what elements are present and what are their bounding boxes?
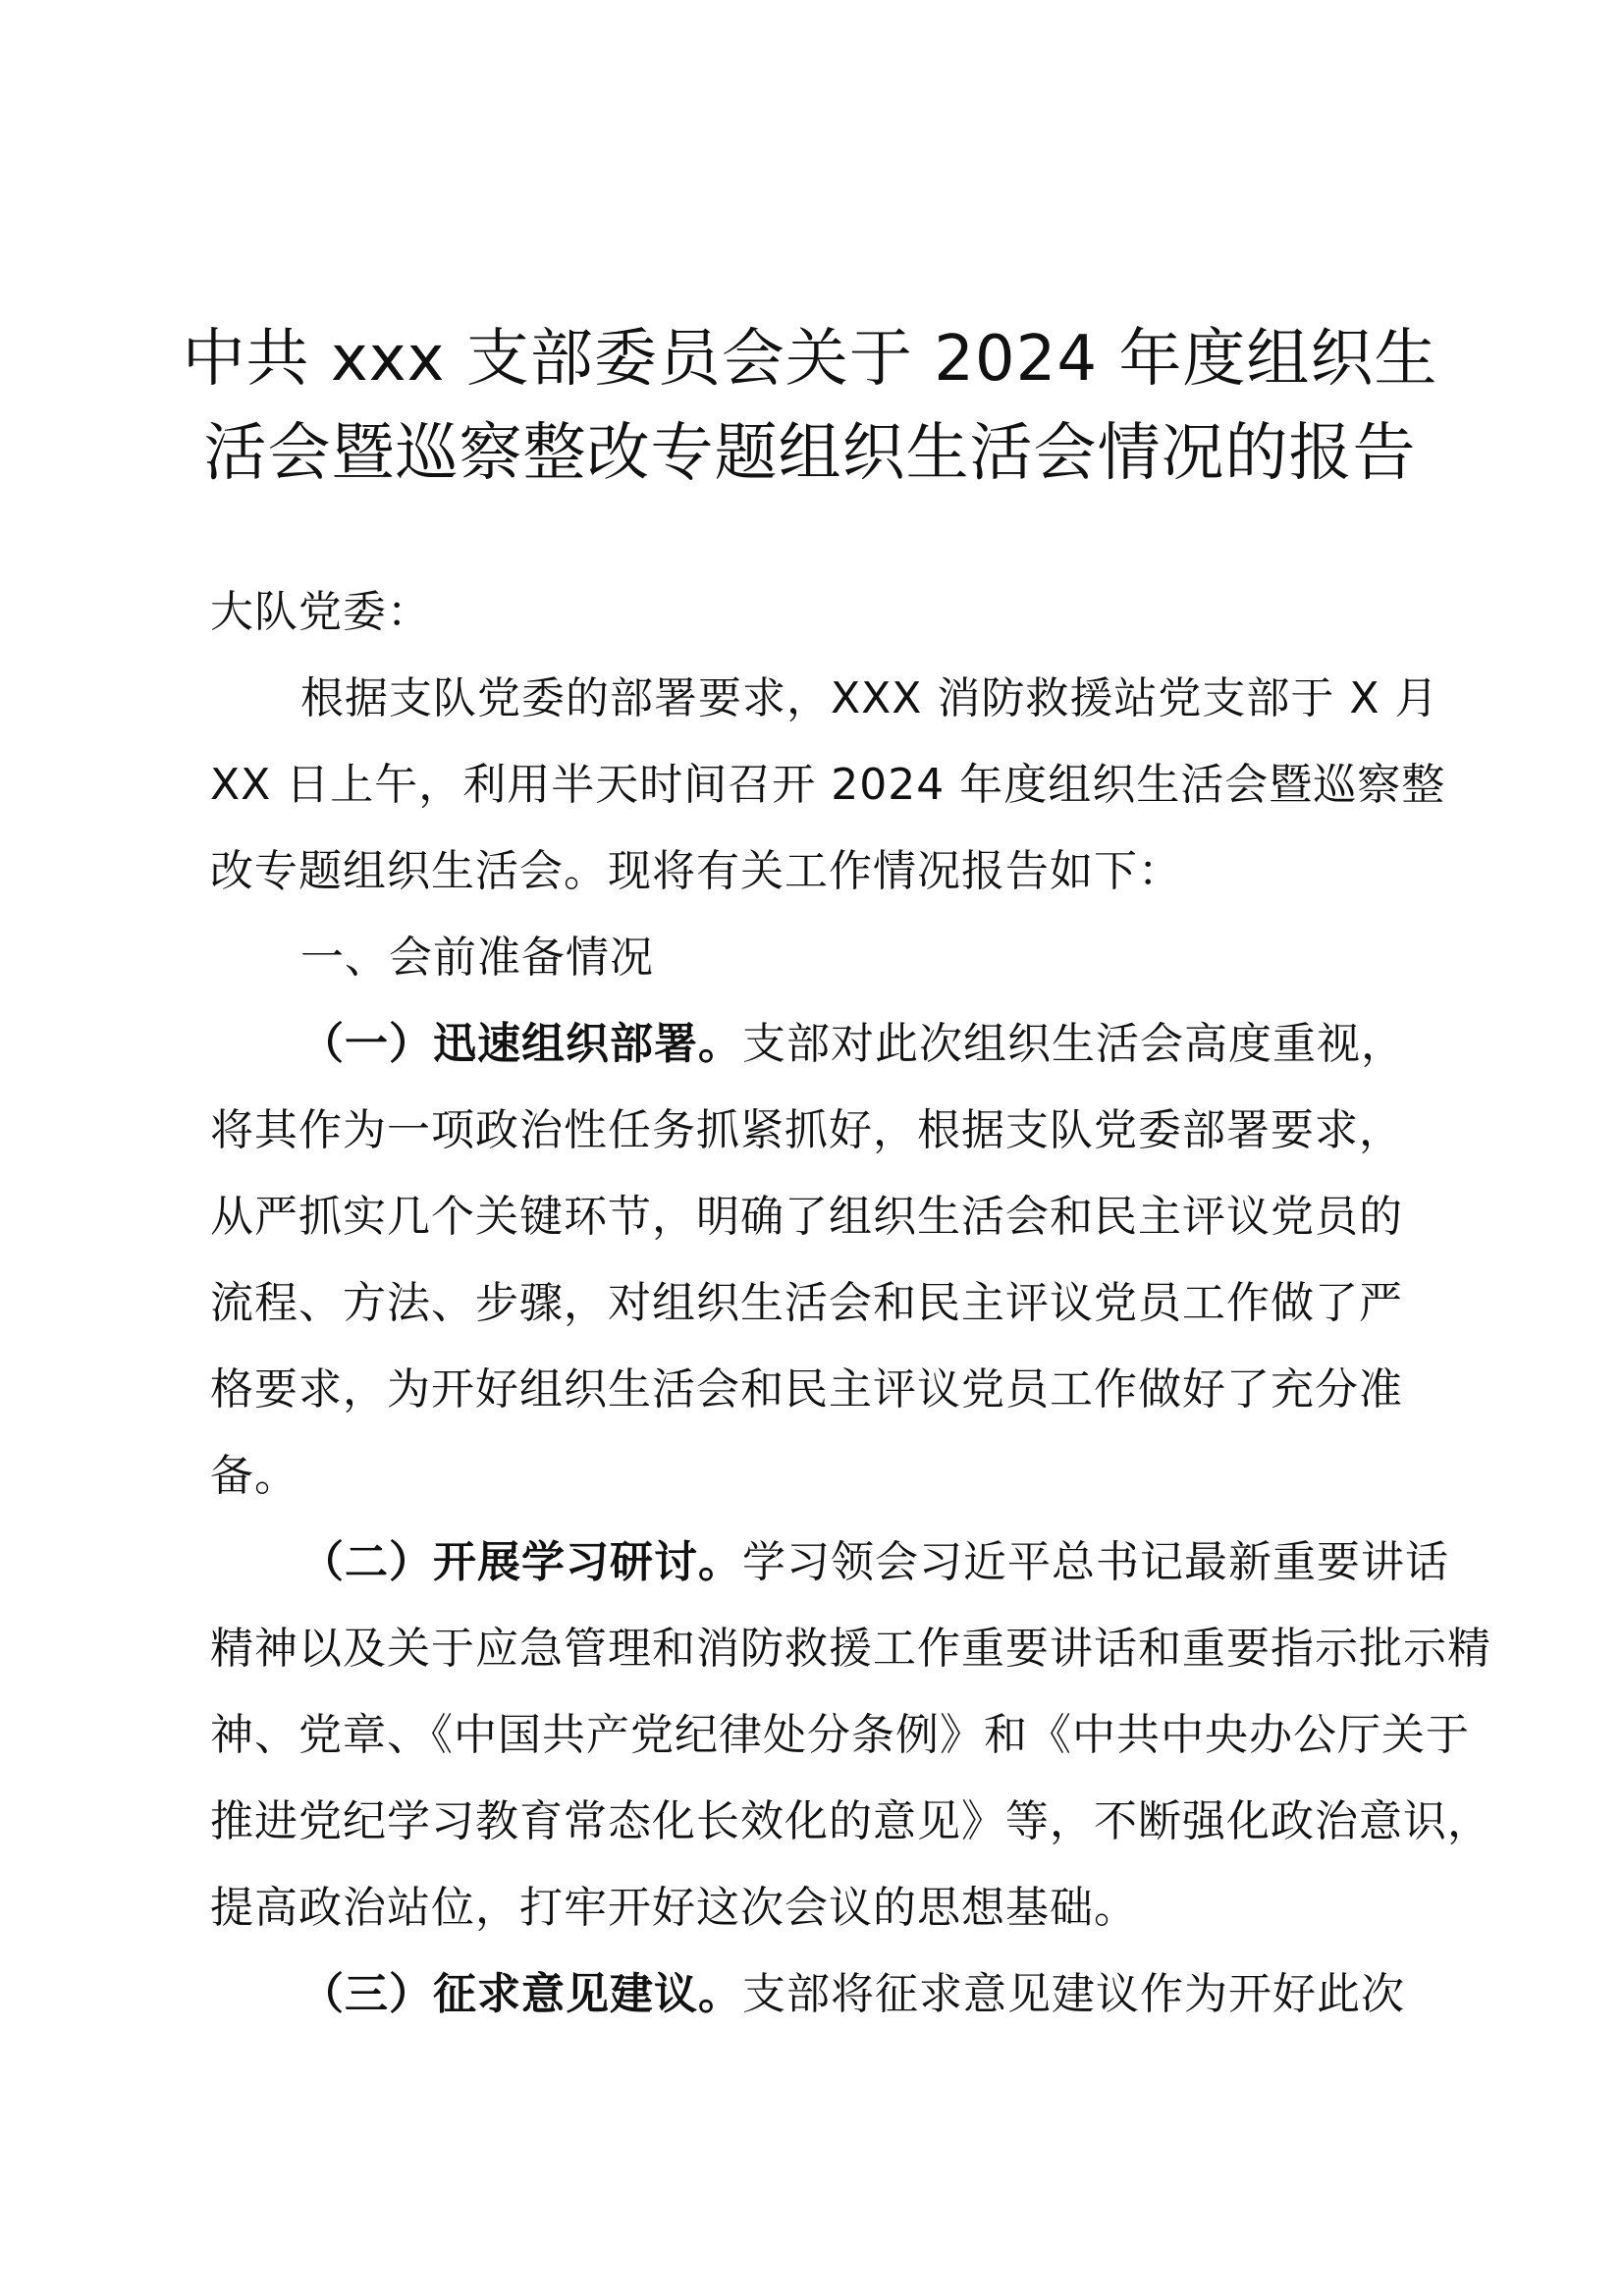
para1-lead: （一）迅速组织部署。 — [300, 1019, 742, 1069]
intro-line-1: 根据支队党委的部署要求，XXX 消防救援站党支部于 X 月 — [300, 673, 1439, 723]
intro-line-2: XX 日上午，利用半天时间召开 2024 年度组织生活会暨巡察整 — [210, 760, 1446, 810]
para1-line-3: 从严抓实几个关键环节，明确了组织生活会和民主评议党员的 — [210, 1192, 1403, 1242]
para3-line-1 — [210, 1951, 1428, 2038]
para2-line-3: 神、党章、《中国共产党纪律处分条例》和《中共中央办公厅关于 — [210, 1710, 1470, 1760]
report-title — [177, 312, 1443, 501]
para3-lead: （三）征求意见建议。 — [300, 1969, 742, 2019]
para2-line-1 — [210, 1520, 1449, 1606]
intro-line-3: 改专题组织生活会。现将有关工作情况报告如下： — [210, 846, 1182, 896]
para3-line-1-rest: 支部将征求意见建议作为开好此次 — [742, 1969, 1405, 2019]
title-line-2: 活会暨巡察整改专题组织生活会情况的报告 — [203, 417, 1417, 490]
para1-line-1-rest: 支部对此次组织生活会高度重视， — [742, 1019, 1405, 1069]
para1-line-6: 备。 — [210, 1451, 298, 1501]
para2-line-1-rest: 学习领会习近平总书记最新重要讲话 — [742, 1537, 1449, 1587]
salutation: 大队党委： — [210, 587, 431, 637]
para1-line-5: 格要求，为开好组织生活会和民主评议党员工作做好了充分准 — [210, 1364, 1403, 1415]
para2-line-4: 推进党纪学习教育常态化长效化的意见》等，不断强化政治意识， — [210, 1796, 1491, 1846]
para1-line-2: 将其作为一项政治性任务抓紧抓好，根据支队党委部署要求， — [210, 1105, 1403, 1155]
section-heading-1: 一、会前准备情况 — [300, 933, 654, 983]
report-body — [210, 569, 1491, 2038]
para2-line-5: 提高政治站位，打牢开好这次会议的思想基础。 — [210, 1883, 1138, 1933]
para1-line-1 — [210, 1001, 1428, 1088]
para2-line-2: 精神以及关于应急管理和消防救援工作重要讲话和重要指示批示精 — [210, 1624, 1491, 1674]
para2-lead: （二）开展学习研讨。 — [300, 1537, 742, 1587]
para1-line-4: 流程、方法、步骤，对组织生活会和民主评议党员工作做了严 — [210, 1278, 1403, 1328]
title-line-1: 中共 xxx 支部委员会关于 2024 年度组织生 — [182, 323, 1438, 396]
